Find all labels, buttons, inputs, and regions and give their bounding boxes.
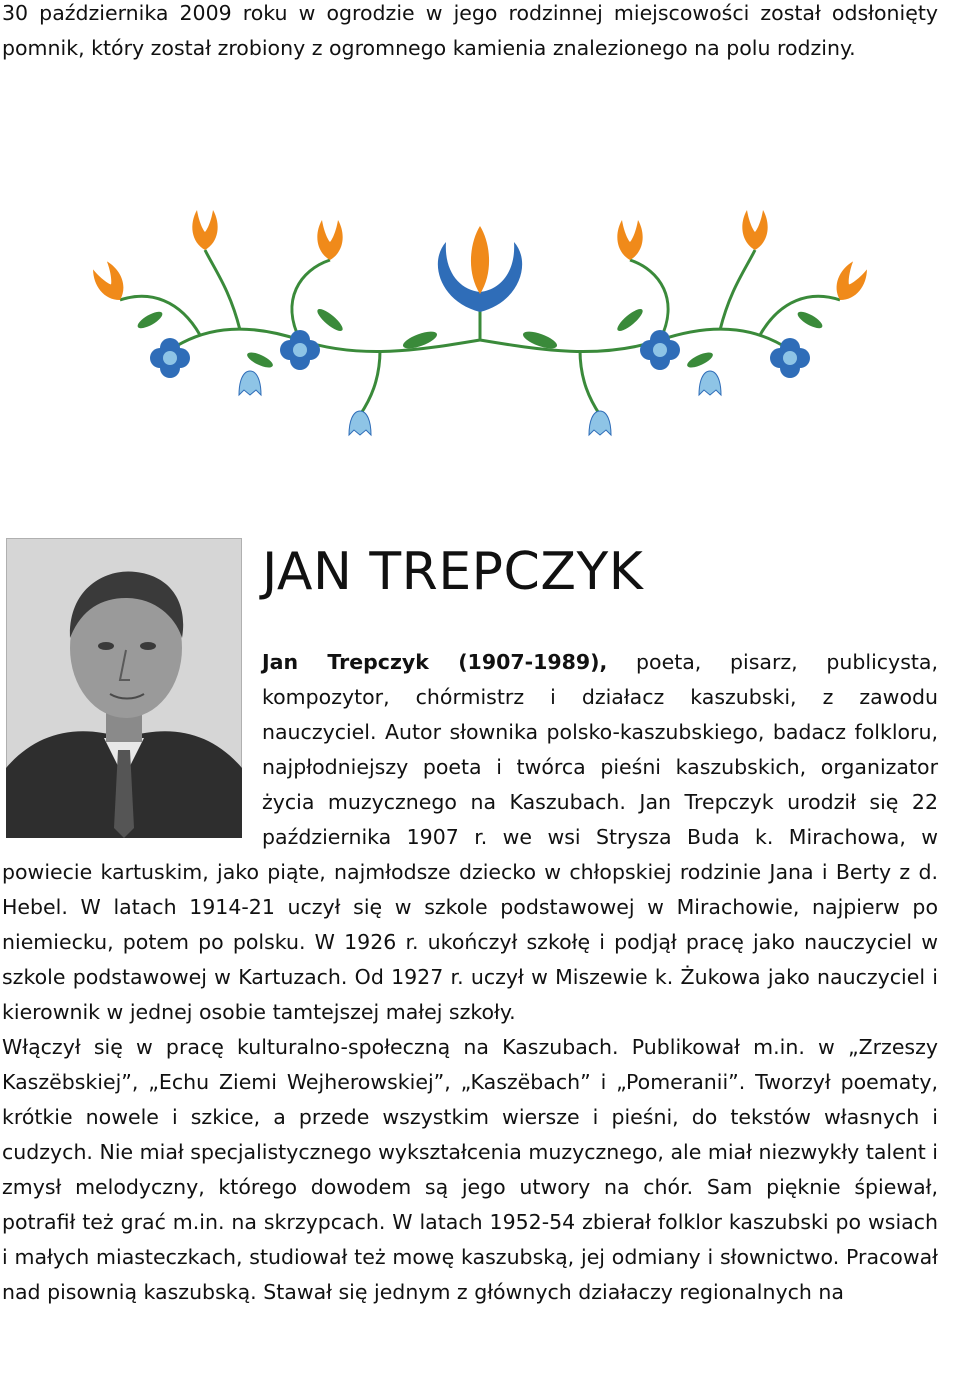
biography-paragraph-2: Włączył się w pracę kulturalno-społeczną na Kaszubach. Publikował m.in. w „Zrzeszy Kaszëbskiej”, „Echu Ziemi Wejherowskiej”, „Kaszëbach” i „Pomeranii”. Tworzył poematy, krótkie nowele i szkice, a przede wszystkim wiersze i pieśni, do tekstów własnych i cudzych. Nie miał specjalistycznego wykształcenia muzycznego, ale miał niezwykły talent i zmysł melodyczny, którego dowodem są jego utwory na chór. Sam pięknie śpiewał, potrafił też grać m.in. na skrzypcach. W latach 1952-54 zbierał folklor kaszubski po wsiach i małych miasteczkach, studiował też mowę kaszubską, jej odmiany i słownictwo. Pracował nad pisownią kaszubską. Stawał się jednym z głównych działaczy regionalnych na — [2, 1035, 938, 1304]
intro-paragraph: 30 października 2009 roku w ogrodzie w jego rodzinnej miejscowości został odsłonięty pomnik, który został zrobiony z ogromnego kamienia znalezionego na polu rodziny. — [2, 1, 938, 60]
biography — [2, 645, 938, 1310]
person-name: Jan Trepczyk (1907-1989), — [262, 650, 608, 674]
page-title: JAN TREPCZYK — [262, 542, 644, 602]
kashubian-ornament — [0, 190, 960, 440]
biography-text-1: poeta, pisarz, publicysta, kompozytor, chórmistrz i działacz kaszubski, z zawodu nauczyciel. Autor słownika polsko-kaszubskiego, badacz folkloru, najpłodniejszy poeta i twórca pieśni kaszubskich, organizator życia muzycznego na Kaszubach. Jan Trepczyk urodził się 22 października 1907 r. we wsi Strysza Buda k. Mirachowa, w powiecie kartuskim, jako piąte, najmłodsze dziecko w chłopskiej rodzinie Jana i Berty z d. Hebel. W latach 1914-21 uczył się w szkole podstawowej w Mirachowie, najpierw po niemiecku, potem po polsku. W 1926 r. ukończył szkołę i podjął pracę jako nauczyciel w szkole podstawowej w Kartuzach. Od 1927 r. uczył w Miszewie k. Żukowa jako nauczyciel i kierownik w jednej osobie tamtejszej małej szkoły. — [2, 650, 938, 1024]
portrait-spacer — [2, 645, 262, 833]
